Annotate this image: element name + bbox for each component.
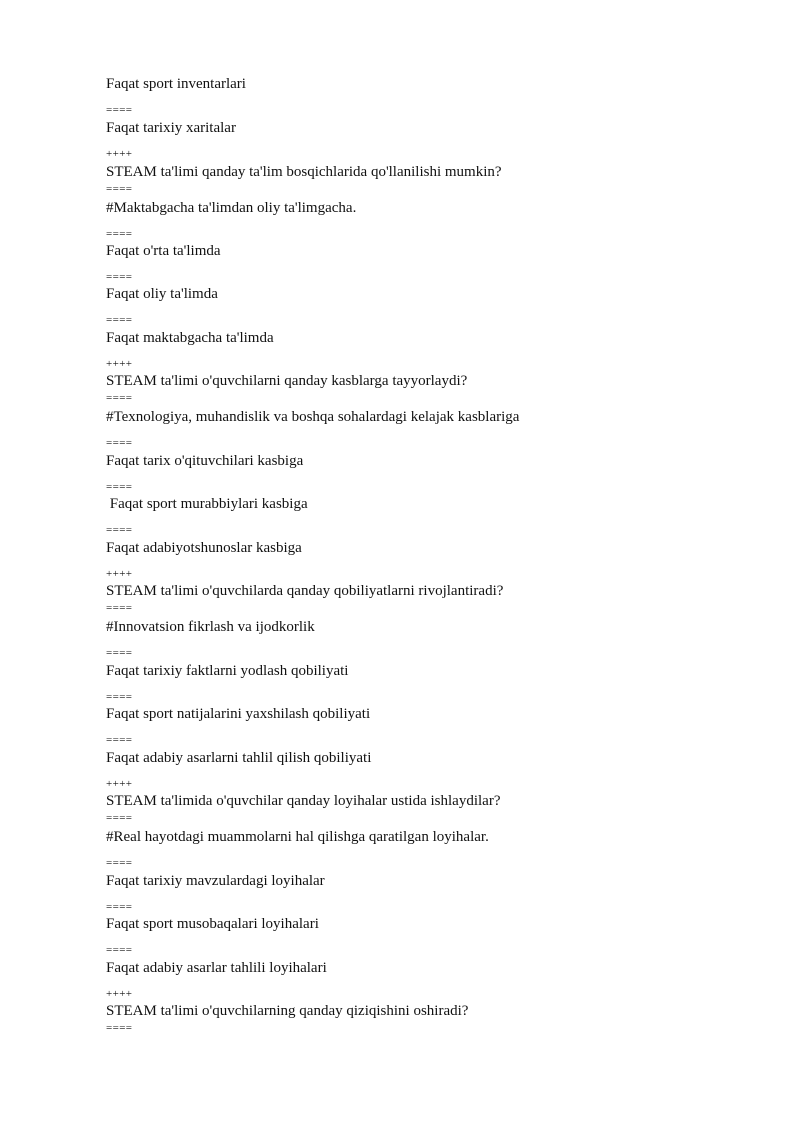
separator-line: ++++: [106, 568, 133, 580]
separator-line: ====: [106, 602, 133, 614]
text-line: #Maktabgacha ta'limdan oliy ta'limgacha.: [106, 200, 357, 216]
separator-line: ====: [106, 734, 133, 746]
separator-line: ====: [106, 647, 133, 659]
text-line: Faqat maktabgacha ta'limda: [106, 330, 274, 346]
separator-line: ++++: [106, 148, 133, 160]
text-line: Faqat tarix o'qituvchilari kasbiga: [106, 453, 304, 469]
text-line: STEAM ta'limi qanday ta'lim bosqichlarida qo'llanilishi mumkin?: [106, 164, 502, 180]
separator-line: ====: [106, 691, 133, 703]
separator-line: ====: [106, 481, 133, 493]
text-line: Faqat sport murabbiylari kasbiga: [106, 496, 308, 512]
separator-line: ====: [106, 524, 133, 536]
separator-line: ====: [106, 104, 133, 116]
separator-line: ====: [106, 271, 133, 283]
separator-line: ++++: [106, 778, 133, 790]
text-line: Faqat o'rta ta'limda: [106, 243, 221, 259]
text-line: Faqat sport natijalarini yaxshilash qobiliyati: [106, 706, 371, 722]
text-line: STEAM ta'limi o'quvchilarning qanday qiziqishini oshiradi?: [106, 1003, 469, 1019]
separator-line: ====: [106, 228, 133, 240]
text-line: Faqat adabiy asarlar tahlili loyihalari: [106, 960, 327, 976]
text-line: Faqat tarixiy mavzulardagi loyihalar: [106, 873, 325, 889]
text-line: Faqat tarixiy xaritalar: [106, 120, 236, 136]
text-line: STEAM ta'limida o'quvchilar qanday loyihalar ustida ishlaydilar?: [106, 793, 501, 809]
text-line: #Real hayotdagi muammolarni hal qilishga qaratilgan loyihalar.: [106, 829, 489, 845]
separator-line: ====: [106, 392, 133, 404]
separator-line: ++++: [106, 358, 133, 370]
text-line: Faqat adabiy asarlarni tahlil qilish qobiliyati: [106, 750, 372, 766]
text-line: STEAM ta'limi o'quvchilarni qanday kasblarga tayyorlaydi?: [106, 373, 468, 389]
text-line: Faqat sport musobaqalari loyihalari: [106, 916, 319, 932]
text-line: Faqat oliy ta'limda: [106, 286, 218, 302]
separator-line: ====: [106, 812, 133, 824]
text-line: Faqat adabiyotshunoslar kasbiga: [106, 540, 302, 556]
separator-line: ++++: [106, 988, 133, 1000]
separator-line: ====: [106, 944, 133, 956]
text-line: Faqat sport inventarlari: [106, 76, 246, 92]
separator-line: ====: [106, 857, 133, 869]
separator-line: ====: [106, 437, 133, 449]
separator-line: ====: [106, 183, 133, 195]
text-line: #Innovatsion fikrlash va ijodkorlik: [106, 619, 315, 635]
text-line: STEAM ta'limi o'quvchilarda qanday qobiliyatlarni rivojlantiradi?: [106, 583, 504, 599]
text-line: #Texnologiya, muhandislik va boshqa sohalardagi kelajak kasblariga: [106, 409, 520, 425]
separator-line: ====: [106, 1022, 133, 1034]
separator-line: ====: [106, 314, 133, 326]
text-line: Faqat tarixiy faktlarni yodlash qobiliyati: [106, 663, 349, 679]
separator-line: ====: [106, 901, 133, 913]
